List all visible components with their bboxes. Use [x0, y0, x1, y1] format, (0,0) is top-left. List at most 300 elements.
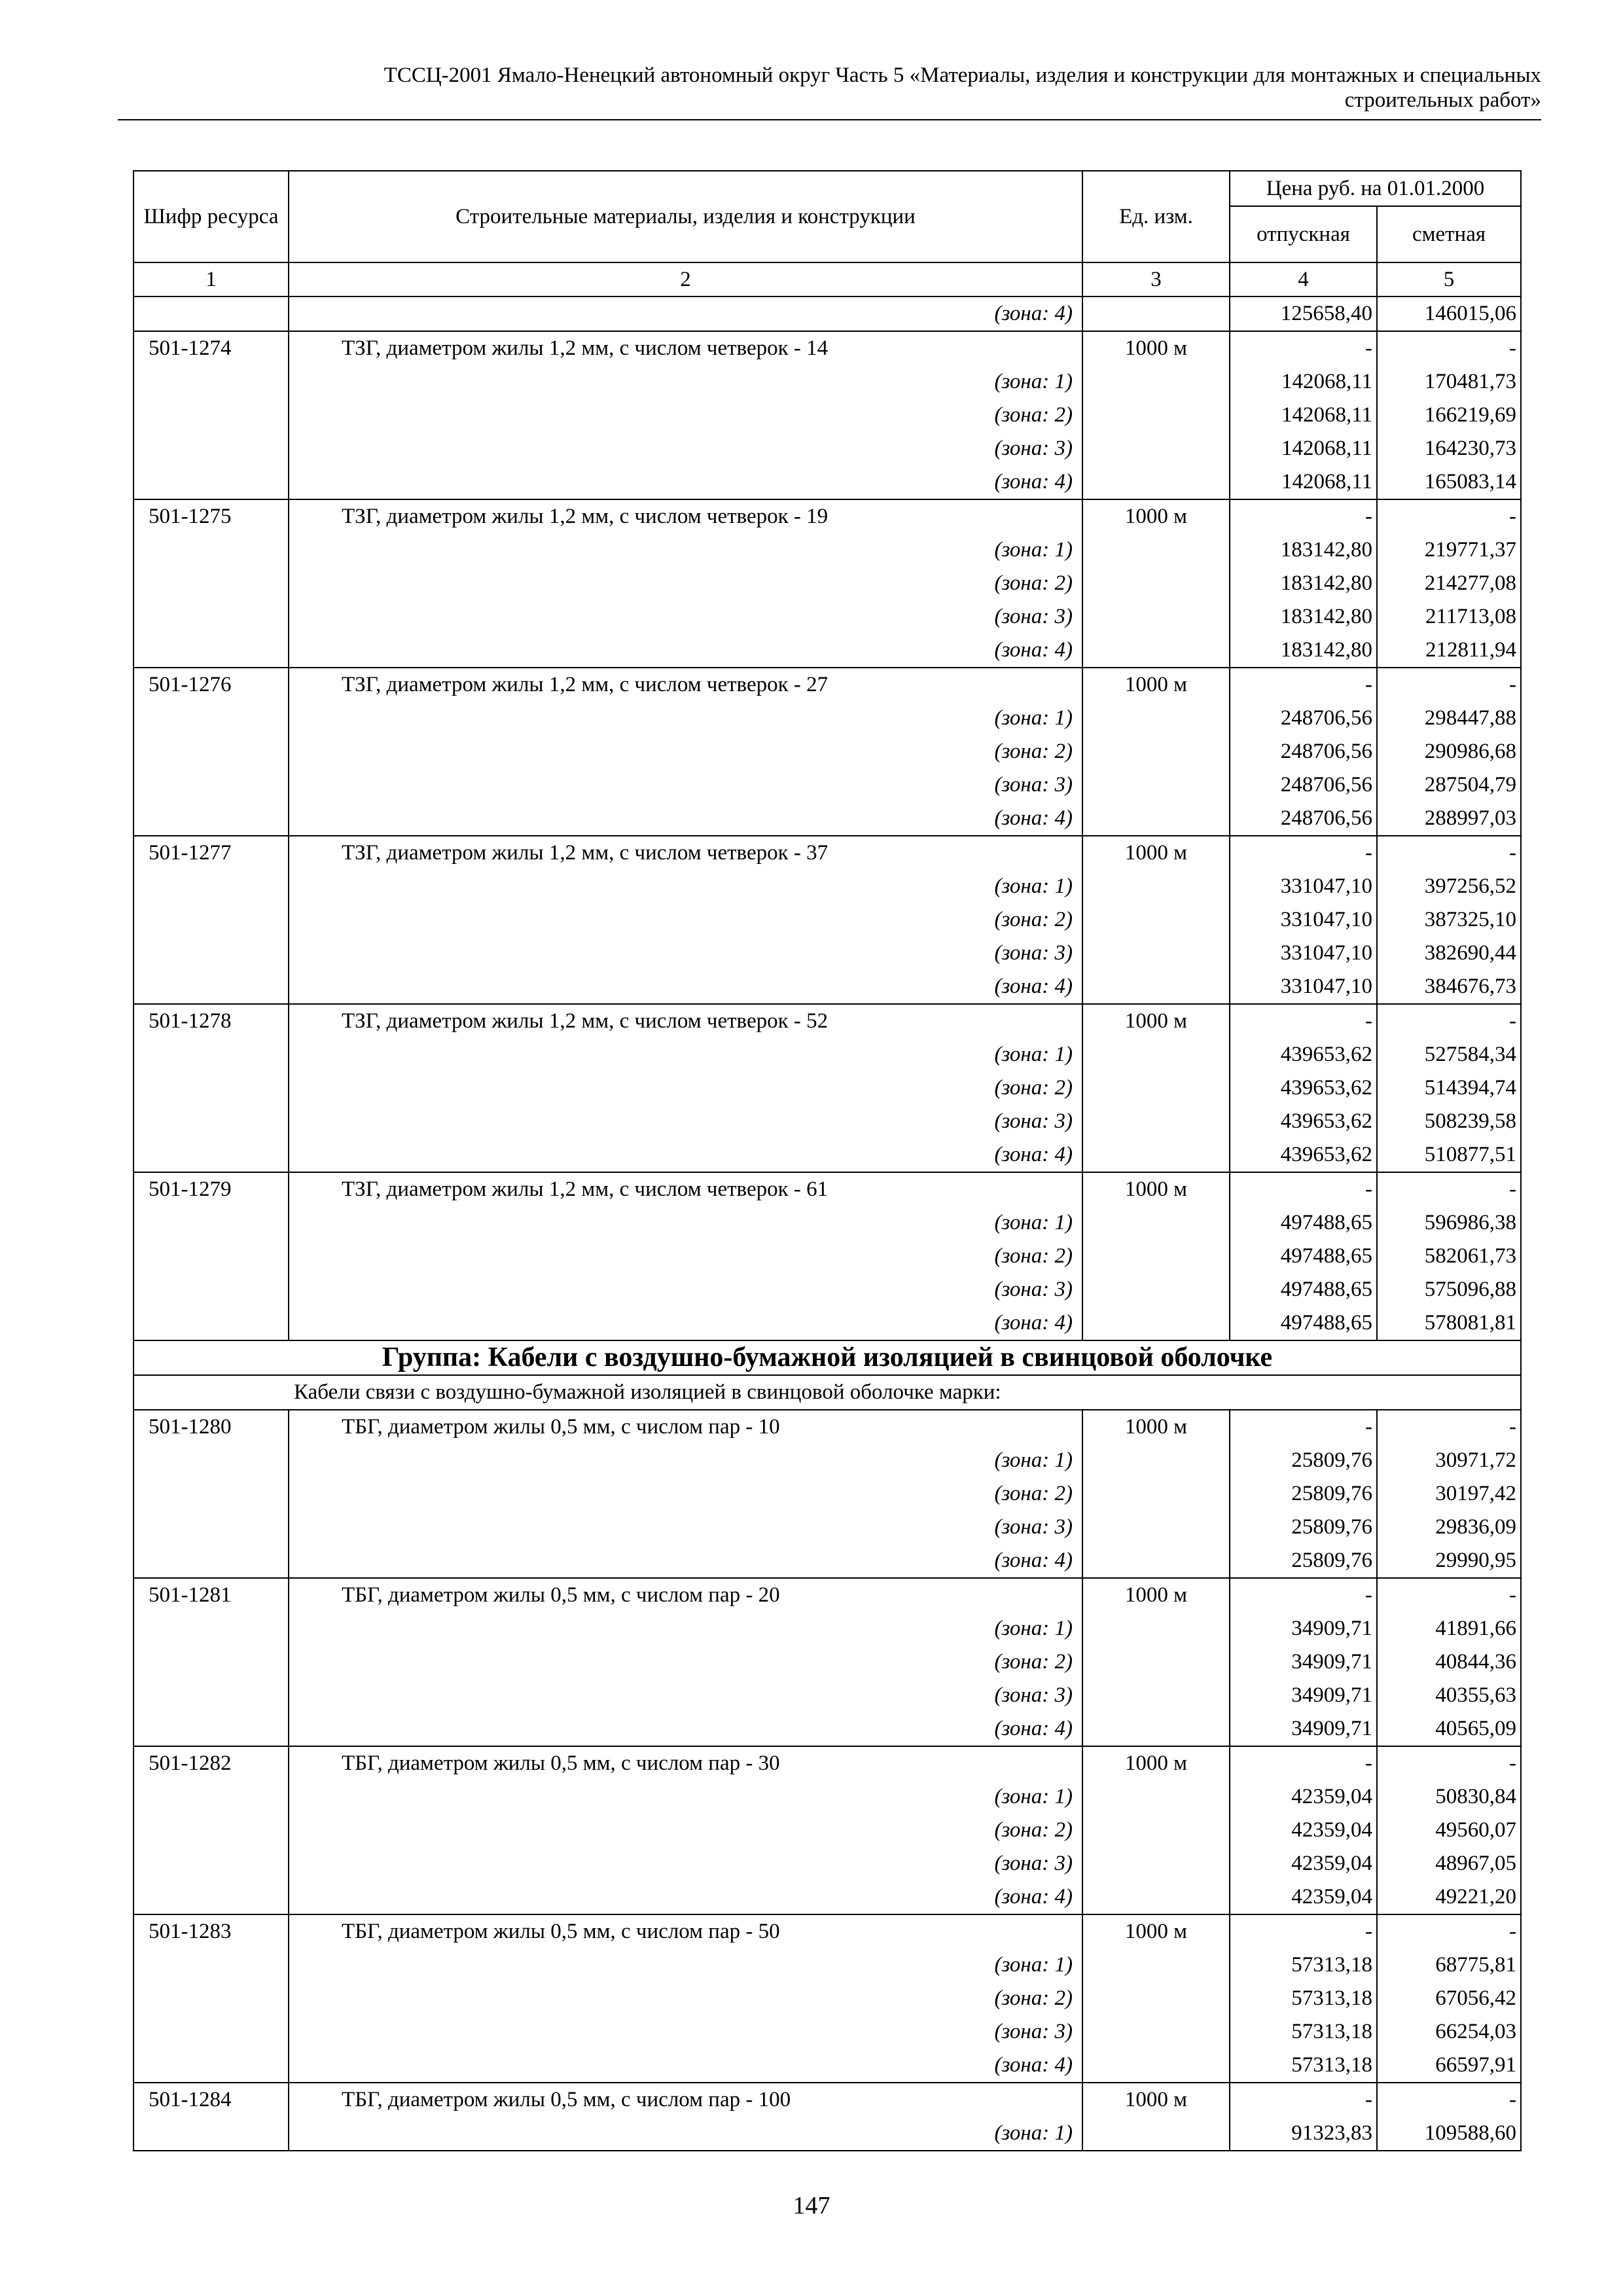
zone-row — [134, 1645, 1521, 1679]
zone-row — [134, 600, 1521, 634]
page-header — [118, 63, 1541, 113]
resource-code — [134, 1240, 289, 1273]
resource-code — [134, 533, 289, 567]
release-price: 57313,18 — [1230, 1948, 1377, 1982]
unit-of-measure — [1082, 1645, 1230, 1679]
resource-code — [134, 937, 289, 970]
estimate-price: 40565,09 — [1377, 1712, 1521, 1746]
release-price: 57313,18 — [1230, 1982, 1377, 2015]
estimate-price: 527584,34 — [1377, 1038, 1521, 1071]
estimate-price: 214277,08 — [1377, 567, 1521, 600]
table-row — [134, 1746, 1521, 1780]
zone-row — [134, 1982, 1521, 2015]
estimate-price: 68775,81 — [1377, 1948, 1521, 1982]
resource-code — [134, 1780, 289, 1814]
release-price: 439653,62 — [1230, 1038, 1377, 1071]
zone-row — [134, 399, 1521, 432]
unit-of-measure — [1082, 1880, 1230, 1914]
release-price: 57313,18 — [1230, 2049, 1377, 2083]
zone-row — [134, 870, 1521, 903]
release-price: 42359,04 — [1230, 1814, 1377, 1847]
release-price: 331047,10 — [1230, 903, 1377, 937]
material-name: ТЗГ, диаметром жилы 1,2 мм, с числом четверок - 61 — [289, 1172, 1082, 1206]
unit-of-measure — [1082, 465, 1230, 499]
unit-of-measure — [1082, 1477, 1230, 1511]
estimate-price: 30197,42 — [1377, 1477, 1521, 1511]
price-table — [133, 170, 1522, 2151]
resource-code — [134, 2049, 289, 2083]
resource-code — [134, 1544, 289, 1578]
zone-label: (зона: 3) — [289, 937, 1082, 970]
estimate-price: 387325,10 — [1377, 903, 1521, 937]
unit-of-measure: 1000 м — [1082, 836, 1230, 870]
unit-of-measure: 1000 м — [1082, 1410, 1230, 1444]
estimate-price: 290986,68 — [1377, 735, 1521, 768]
zone-label: (зона: 1) — [289, 2117, 1082, 2151]
release-price: 34909,71 — [1230, 1612, 1377, 1645]
zone-label: (зона: 3) — [289, 1847, 1082, 1880]
zone-row — [134, 567, 1521, 600]
resource-code: 501-1278 — [134, 1004, 289, 1038]
estimate-price: 66597,91 — [1377, 2049, 1521, 2083]
estimate-price: - — [1377, 331, 1521, 365]
release-price: 91323,83 — [1230, 2117, 1377, 2151]
material-name: ТЗГ, диаметром жилы 1,2 мм, с числом четверок - 14 — [289, 331, 1082, 365]
zone-row — [134, 1038, 1521, 1071]
zone-row — [134, 802, 1521, 836]
unit-of-measure — [1082, 870, 1230, 903]
unit-of-measure: 1000 м — [1082, 331, 1230, 365]
release-price: - — [1230, 836, 1377, 870]
zone-row — [134, 1679, 1521, 1712]
resource-code — [134, 1444, 289, 1477]
zone-label: (зона: 2) — [289, 735, 1082, 768]
table-row — [134, 1172, 1521, 1206]
zone-label: (зона: 1) — [289, 1780, 1082, 1814]
estimate-price: 298447,88 — [1377, 702, 1521, 735]
zone-label: (зона: 4) — [289, 1306, 1082, 1340]
estimate-price: 50830,84 — [1377, 1780, 1521, 1814]
unit-of-measure — [1082, 735, 1230, 768]
zone-label: (зона: 4) — [289, 465, 1082, 499]
resource-code — [134, 970, 289, 1004]
unit-of-measure — [1082, 2015, 1230, 2049]
unit-of-measure — [1082, 1982, 1230, 2015]
zone-label: (зона: 1) — [289, 1444, 1082, 1477]
zone-label: (зона: 2) — [289, 1982, 1082, 2015]
resource-code — [134, 1138, 289, 1172]
zone-label: (зона: 2) — [289, 399, 1082, 432]
zone-row — [134, 702, 1521, 735]
group-heading-row — [134, 1340, 1521, 1375]
zone-label: (зона: 3) — [289, 2015, 1082, 2049]
release-price: 497488,65 — [1230, 1240, 1377, 1273]
resource-code — [134, 1679, 289, 1712]
unit-of-measure — [1082, 2117, 1230, 2151]
resource-code — [134, 1477, 289, 1511]
release-price: 34909,71 — [1230, 1712, 1377, 1746]
estimate-price: - — [1377, 1004, 1521, 1038]
column-number: 4 — [1230, 262, 1377, 296]
zone-row — [134, 1477, 1521, 1511]
resource-code — [134, 1814, 289, 1847]
resource-code — [134, 1948, 289, 1982]
resource-code — [134, 802, 289, 836]
unit-of-measure — [1082, 567, 1230, 600]
estimate-price: 596986,38 — [1377, 1206, 1521, 1240]
page-header-line-1: ТССЦ-2001 Ямало-Ненецкий автономный округ Часть 5 «Материалы, изделия и конструкции для монтажных и специальных — [383, 63, 1541, 87]
zone-row — [134, 1847, 1521, 1880]
unit-of-measure — [1082, 1679, 1230, 1712]
resource-code — [134, 432, 289, 465]
zone-label: (зона: 3) — [289, 1273, 1082, 1306]
table-row — [134, 1914, 1521, 1948]
estimate-price: 146015,06 — [1377, 296, 1521, 331]
resource-code — [134, 296, 289, 331]
unit-of-measure — [1082, 903, 1230, 937]
material-name: ТЗГ, диаметром жилы 1,2 мм, с числом четверок - 37 — [289, 836, 1082, 870]
estimate-price: 67056,42 — [1377, 1982, 1521, 2015]
estimate-price: - — [1377, 1578, 1521, 1612]
resource-code — [134, 870, 289, 903]
zone-row — [134, 296, 1521, 331]
table-row — [134, 1410, 1521, 1444]
unit-of-measure — [1082, 1612, 1230, 1645]
zone-label: (зона: 4) — [289, 296, 1082, 331]
resource-code — [134, 1105, 289, 1138]
resource-code — [134, 1038, 289, 1071]
release-price: - — [1230, 668, 1377, 702]
unit-of-measure — [1082, 432, 1230, 465]
resource-code — [134, 1645, 289, 1679]
zone-row — [134, 1138, 1521, 1172]
release-price: 439653,62 — [1230, 1138, 1377, 1172]
release-price: 142068,11 — [1230, 365, 1377, 399]
unit-of-measure — [1082, 1071, 1230, 1105]
unit-of-measure — [1082, 296, 1230, 331]
zone-label: (зона: 3) — [289, 1679, 1082, 1712]
zone-row — [134, 465, 1521, 499]
resource-code — [134, 1982, 289, 2015]
zone-label: (зона: 1) — [289, 702, 1082, 735]
zone-row — [134, 1544, 1521, 1578]
column-number: 3 — [1082, 262, 1230, 296]
estimate-price: 109588,60 — [1377, 2117, 1521, 2151]
estimate-price: 170481,73 — [1377, 365, 1521, 399]
unit-of-measure — [1082, 1511, 1230, 1544]
unit-of-measure — [1082, 1105, 1230, 1138]
unit-of-measure — [1082, 1544, 1230, 1578]
resource-code — [134, 768, 289, 802]
resource-code — [134, 634, 289, 668]
unit-of-measure — [1082, 1138, 1230, 1172]
resource-code — [134, 1847, 289, 1880]
zone-label: (зона: 4) — [289, 802, 1082, 836]
release-price: 142068,11 — [1230, 399, 1377, 432]
resource-code: 501-1280 — [134, 1410, 289, 1444]
resource-code — [134, 567, 289, 600]
estimate-price: 30971,72 — [1377, 1444, 1521, 1477]
release-price: 183142,80 — [1230, 567, 1377, 600]
estimate-price: 384676,73 — [1377, 970, 1521, 1004]
unit-of-measure — [1082, 399, 1230, 432]
zone-row — [134, 1880, 1521, 1914]
release-price: 331047,10 — [1230, 937, 1377, 970]
release-price: - — [1230, 331, 1377, 365]
zone-row — [134, 970, 1521, 1004]
unit-of-measure — [1082, 600, 1230, 634]
estimate-price: 397256,52 — [1377, 870, 1521, 903]
unit-of-measure — [1082, 365, 1230, 399]
estimate-price: - — [1377, 836, 1521, 870]
header-divider — [118, 119, 1541, 120]
column-header-code: Шифр ресурса — [134, 171, 289, 262]
zone-label: (зона: 3) — [289, 600, 1082, 634]
release-price: 25809,76 — [1230, 1444, 1377, 1477]
estimate-price: - — [1377, 668, 1521, 702]
zone-label: (зона: 2) — [289, 1477, 1082, 1511]
resource-code — [134, 735, 289, 768]
zone-label: (зона: 2) — [289, 1814, 1082, 1847]
zone-label: (зона: 1) — [289, 1612, 1082, 1645]
estimate-price: - — [1377, 1746, 1521, 1780]
unit-of-measure: 1000 м — [1082, 1004, 1230, 1038]
material-name: ТЗГ, диаметром жилы 1,2 мм, с числом четверок - 27 — [289, 668, 1082, 702]
material-name: ТЗГ, диаметром жилы 1,2 мм, с числом четверок - 52 — [289, 1004, 1082, 1038]
zone-row — [134, 1444, 1521, 1477]
zone-row — [134, 1071, 1521, 1105]
estimate-price: 165083,14 — [1377, 465, 1521, 499]
zone-row — [134, 634, 1521, 668]
estimate-price: 578081,81 — [1377, 1306, 1521, 1340]
release-price: 248706,56 — [1230, 802, 1377, 836]
resource-code: 501-1283 — [134, 1914, 289, 1948]
estimate-price: 287504,79 — [1377, 768, 1521, 802]
unit-of-measure — [1082, 802, 1230, 836]
resource-code — [134, 1273, 289, 1306]
resource-code — [134, 2117, 289, 2151]
zone-row — [134, 533, 1521, 567]
release-price: - — [1230, 2083, 1377, 2117]
zone-label: (зона: 1) — [289, 1948, 1082, 1982]
estimate-price: 29836,09 — [1377, 1511, 1521, 1544]
unit-of-measure — [1082, 2049, 1230, 2083]
column-header-name: Строительные материалы, изделия и конструкции — [289, 171, 1082, 262]
release-price: 34909,71 — [1230, 1645, 1377, 1679]
table-row — [134, 836, 1521, 870]
release-price: 497488,65 — [1230, 1273, 1377, 1306]
page-header-line-2: строительных работ» — [1344, 88, 1541, 112]
unit-of-measure: 1000 м — [1082, 1172, 1230, 1206]
release-price: - — [1230, 1914, 1377, 1948]
resource-code — [134, 1206, 289, 1240]
column-header-price: Цена руб. на 01.01.2000 — [1230, 171, 1521, 206]
resource-code — [134, 1880, 289, 1914]
unit-of-measure — [1082, 768, 1230, 802]
zone-label: (зона: 4) — [289, 2049, 1082, 2083]
zone-row — [134, 1511, 1521, 1544]
estimate-price: 514394,74 — [1377, 1071, 1521, 1105]
resource-code: 501-1282 — [134, 1746, 289, 1780]
release-price: 331047,10 — [1230, 870, 1377, 903]
release-price: 125658,40 — [1230, 296, 1377, 331]
resource-code: 501-1277 — [134, 836, 289, 870]
zone-label: (зона: 4) — [289, 970, 1082, 1004]
zone-label: (зона: 1) — [289, 870, 1082, 903]
release-price: 142068,11 — [1230, 465, 1377, 499]
zone-row — [134, 1712, 1521, 1746]
resource-code — [134, 1511, 289, 1544]
estimate-price: 49560,07 — [1377, 1814, 1521, 1847]
unit-of-measure — [1082, 1814, 1230, 1847]
release-price: 183142,80 — [1230, 634, 1377, 668]
estimate-price: 219771,37 — [1377, 533, 1521, 567]
resource-code: 501-1276 — [134, 668, 289, 702]
unit-of-measure — [1082, 1273, 1230, 1306]
resource-code — [134, 465, 289, 499]
estimate-price: 166219,69 — [1377, 399, 1521, 432]
zone-label: (зона: 1) — [289, 365, 1082, 399]
release-price: - — [1230, 1746, 1377, 1780]
release-price: 57313,18 — [1230, 2015, 1377, 2049]
table-row — [134, 331, 1521, 365]
table-body — [134, 296, 1521, 2151]
zone-row — [134, 432, 1521, 465]
estimate-price: 164230,73 — [1377, 432, 1521, 465]
estimate-price: 510877,51 — [1377, 1138, 1521, 1172]
estimate-price: 508239,58 — [1377, 1105, 1521, 1138]
resource-code: 501-1284 — [134, 2083, 289, 2117]
column-header-estimate-price: сметная — [1377, 206, 1521, 262]
column-number: 1 — [134, 262, 289, 296]
material-name: ТЗГ, диаметром жилы 1,2 мм, с числом четверок - 19 — [289, 499, 1082, 533]
release-price: - — [1230, 499, 1377, 533]
zone-row — [134, 1612, 1521, 1645]
estimate-price: 288997,03 — [1377, 802, 1521, 836]
unit-of-measure — [1082, 1306, 1230, 1340]
release-price: 142068,11 — [1230, 432, 1377, 465]
resource-code — [134, 702, 289, 735]
column-header-release-price: отпускная — [1230, 206, 1377, 262]
zone-label: (зона: 1) — [289, 1206, 1082, 1240]
zone-label: (зона: 1) — [289, 533, 1082, 567]
unit-of-measure — [1082, 702, 1230, 735]
unit-of-measure — [1082, 1240, 1230, 1273]
estimate-price: - — [1377, 1410, 1521, 1444]
zone-row — [134, 1780, 1521, 1814]
estimate-price: 382690,44 — [1377, 937, 1521, 970]
release-price: 439653,62 — [1230, 1071, 1377, 1105]
zone-label: (зона: 3) — [289, 1105, 1082, 1138]
release-price: 497488,65 — [1230, 1306, 1377, 1340]
zone-label: (зона: 2) — [289, 1240, 1082, 1273]
unit-of-measure: 1000 м — [1082, 1746, 1230, 1780]
zone-row — [134, 1814, 1521, 1847]
zone-label: (зона: 3) — [289, 1511, 1082, 1544]
subgroup-heading-row — [134, 1375, 1521, 1410]
zone-label: (зона: 2) — [289, 1071, 1082, 1105]
material-name: ТБГ, диаметром жилы 0,5 мм, с числом пар - 20 — [289, 1578, 1082, 1612]
estimate-price: - — [1377, 499, 1521, 533]
release-price: 42359,04 — [1230, 1780, 1377, 1814]
resource-code — [134, 2015, 289, 2049]
material-name: ТБГ, диаметром жилы 0,5 мм, с числом пар - 30 — [289, 1746, 1082, 1780]
release-price: - — [1230, 1578, 1377, 1612]
estimate-price: 66254,03 — [1377, 2015, 1521, 2049]
zone-label: (зона: 4) — [289, 1138, 1082, 1172]
zone-label: (зона: 4) — [289, 1880, 1082, 1914]
resource-code: 501-1279 — [134, 1172, 289, 1206]
zone-row — [134, 1240, 1521, 1273]
unit-of-measure — [1082, 970, 1230, 1004]
unit-of-measure — [1082, 1206, 1230, 1240]
subgroup-heading: Кабели связи с воздушно-бумажной изоляцией в свинцовой оболочке марки: — [134, 1375, 1521, 1410]
zone-row — [134, 1948, 1521, 1982]
resource-code — [134, 1712, 289, 1746]
table-row — [134, 499, 1521, 533]
material-name: ТБГ, диаметром жилы 0,5 мм, с числом пар - 50 — [289, 1914, 1082, 1948]
release-price: 25809,76 — [1230, 1544, 1377, 1578]
estimate-price: 575096,88 — [1377, 1273, 1521, 1306]
unit-of-measure — [1082, 1712, 1230, 1746]
release-price: 25809,76 — [1230, 1511, 1377, 1544]
zone-label: (зона: 2) — [289, 1645, 1082, 1679]
zone-row — [134, 1306, 1521, 1340]
unit-of-measure: 1000 м — [1082, 668, 1230, 702]
zone-label: (зона: 2) — [289, 567, 1082, 600]
zone-row — [134, 365, 1521, 399]
release-price: 183142,80 — [1230, 600, 1377, 634]
release-price: 34909,71 — [1230, 1679, 1377, 1712]
unit-of-measure — [1082, 1780, 1230, 1814]
resource-code: 501-1274 — [134, 331, 289, 365]
zone-label: (зона: 3) — [289, 768, 1082, 802]
unit-of-measure — [1082, 1948, 1230, 1982]
release-price: 42359,04 — [1230, 1847, 1377, 1880]
column-header-unit: Ед. изм. — [1082, 171, 1230, 262]
table-row — [134, 2083, 1521, 2117]
page-number: 147 — [793, 2192, 830, 2219]
estimate-price: 41891,66 — [1377, 1612, 1521, 1645]
zone-row — [134, 1105, 1521, 1138]
estimate-price: 40355,63 — [1377, 1679, 1521, 1712]
release-price: 439653,62 — [1230, 1105, 1377, 1138]
table-row — [134, 668, 1521, 702]
release-price: 331047,10 — [1230, 970, 1377, 1004]
estimate-price: - — [1377, 2083, 1521, 2117]
zone-label: (зона: 1) — [289, 1038, 1082, 1071]
release-price: - — [1230, 1004, 1377, 1038]
zone-row — [134, 2117, 1521, 2151]
release-price: 497488,65 — [1230, 1206, 1377, 1240]
unit-of-measure — [1082, 533, 1230, 567]
unit-of-measure: 1000 м — [1082, 499, 1230, 533]
material-name: ТБГ, диаметром жилы 0,5 мм, с числом пар - 10 — [289, 1410, 1082, 1444]
resource-code — [134, 365, 289, 399]
estimate-price: 212811,94 — [1377, 634, 1521, 668]
zone-label: (зона: 4) — [289, 634, 1082, 668]
table-row — [134, 1578, 1521, 1612]
zone-row — [134, 903, 1521, 937]
release-price: 42359,04 — [1230, 1880, 1377, 1914]
resource-code — [134, 1306, 289, 1340]
release-price: 248706,56 — [1230, 735, 1377, 768]
release-price: 25809,76 — [1230, 1477, 1377, 1511]
estimate-price: 48967,05 — [1377, 1847, 1521, 1880]
unit-of-measure — [1082, 1847, 1230, 1880]
zone-row — [134, 1206, 1521, 1240]
release-price: 248706,56 — [1230, 702, 1377, 735]
